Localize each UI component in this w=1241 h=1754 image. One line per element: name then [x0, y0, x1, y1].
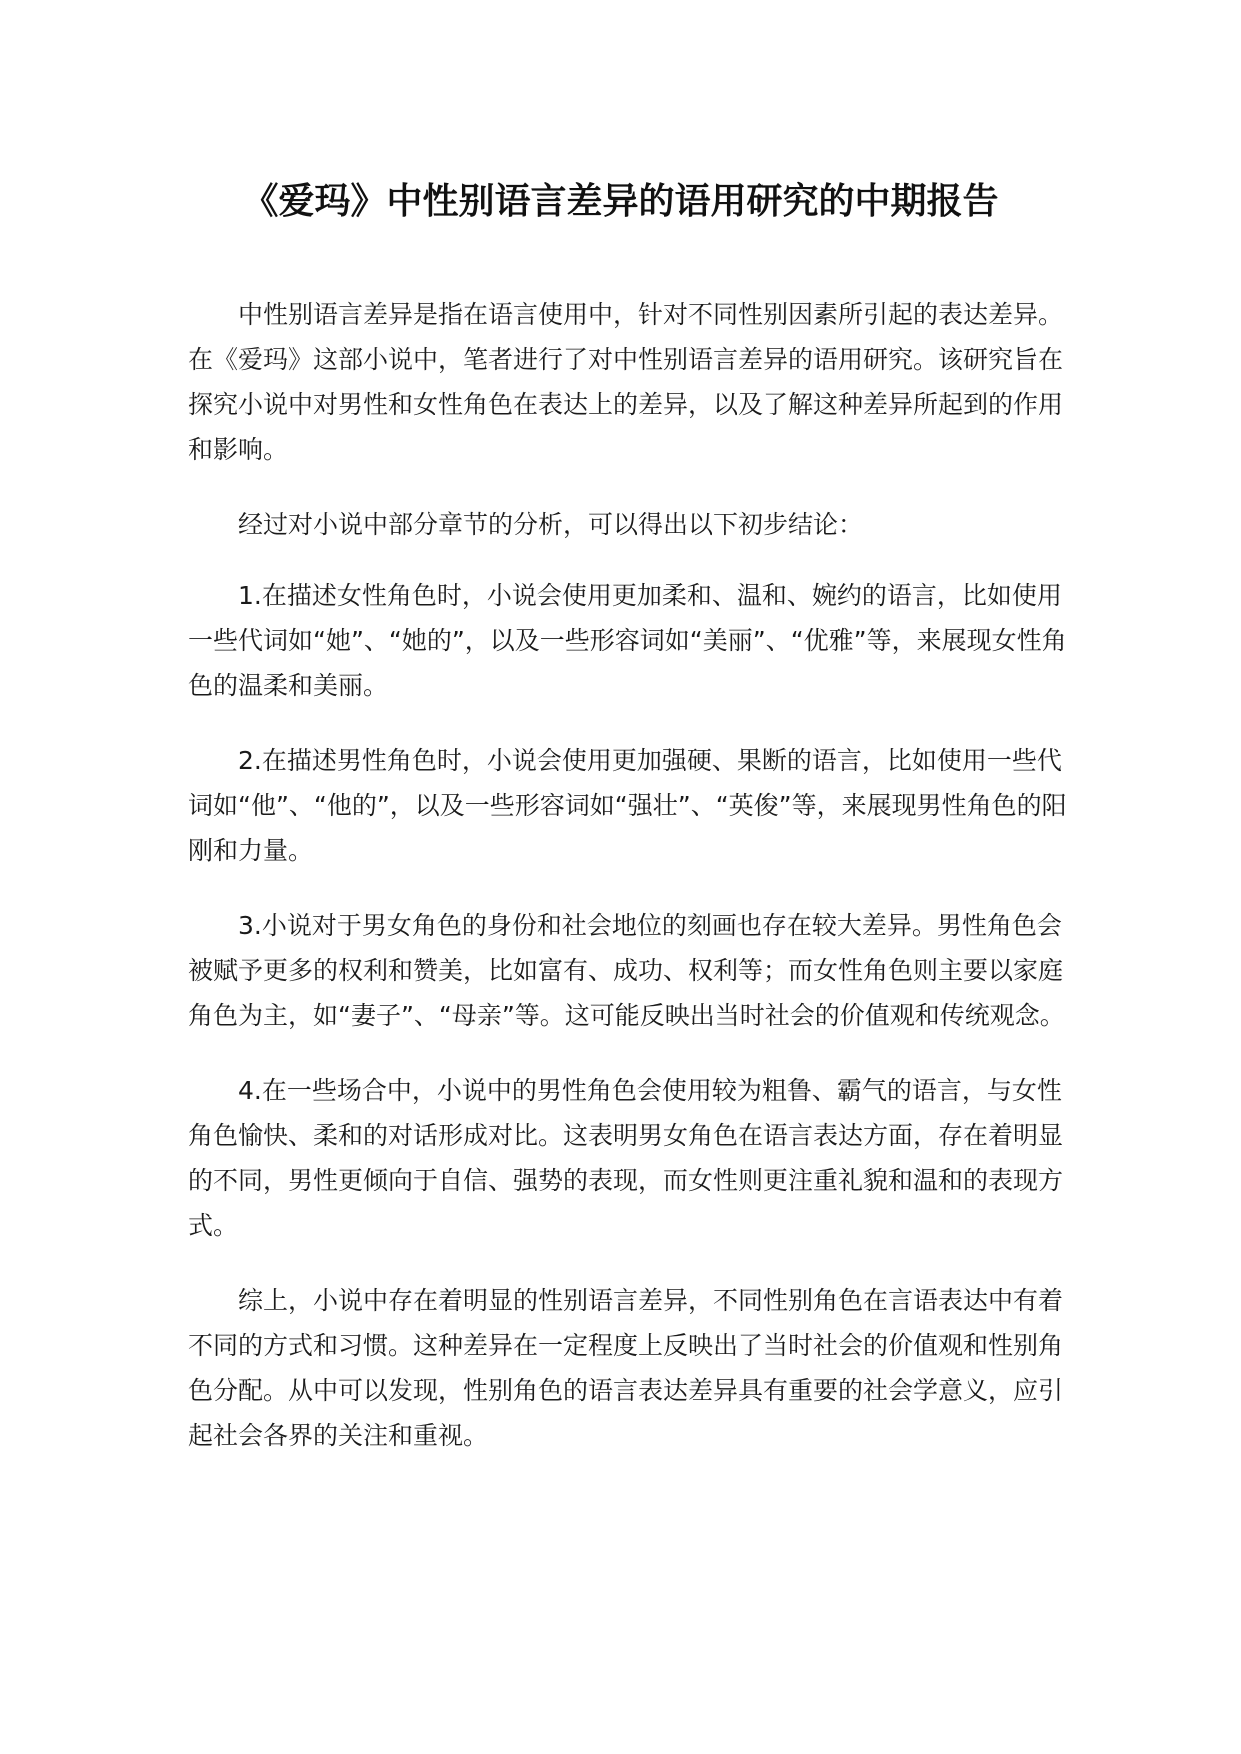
paragraph-summary: 综上，小说中存在着明显的性别语言差异，不同性别角色在言语表达中有着不同的方式和习惯。这种差异在一定程度上反映出了当时社会的价值观和性别角色分配。从中可以发现，性别角色的语言表达差异具有重要的社会学意义，应引起社会各界的关注和重视。: [188, 1286, 1064, 1450]
paragraph-conclusion-lead: 经过对小说中部分章节的分析，可以得出以下初步结论：: [238, 510, 864, 539]
document-body: [188, 292, 1072, 1488]
paragraph-point-2: 2.在描述男性角色时，小说会使用更加强硬、果断的语言，比如使用一些代词如“他”、“他的”，以及一些形容词如“强壮”、“英俊”等，来展现男性角色的阳刚和力量。: [188, 746, 1067, 865]
paragraph-intro: 中性别语言差异是指在语言使用中，针对不同性别因素所引起的表达差异。在《爱玛》这部小说中，笔者进行了对中性别语言差异的语用研究。该研究旨在探究小说中对男性和女性角色在表达上的差异，以及了解这种差异所起到的作用和影响。: [188, 300, 1064, 464]
paragraph-point-4: 4.在一些场合中，小说中的男性角色会使用较为粗鲁、霸气的语言，与女性角色愉快、柔和的对话形成对比。这表明男女角色在语言表达方面，存在着明显的不同，男性更倾向于自信、强势的表现，而女性则更注重礼貌和温和的表现方式。: [188, 1076, 1064, 1240]
paragraph-point-3: 3.小说对于男女角色的身份和社会地位的刻画也存在较大差异。男性角色会被赋予更多的权利和赞美，比如富有、成功、权利等；而女性角色则主要以家庭角色为主，如“妻子”、“母亲”等。这可能反映出当时社会的价值观和传统观念。: [188, 911, 1065, 1030]
paragraph-point-1: 1.在描述女性角色时，小说会使用更加柔和、温和、婉约的语言，比如使用一些代词如“她”、“她的”，以及一些形容词如“美丽”、“优雅”等，来展现女性角色的温柔和美丽。: [188, 581, 1067, 700]
document-title: 《爱玛》中性别语言差异的语用研究的中期报告: [242, 181, 999, 222]
